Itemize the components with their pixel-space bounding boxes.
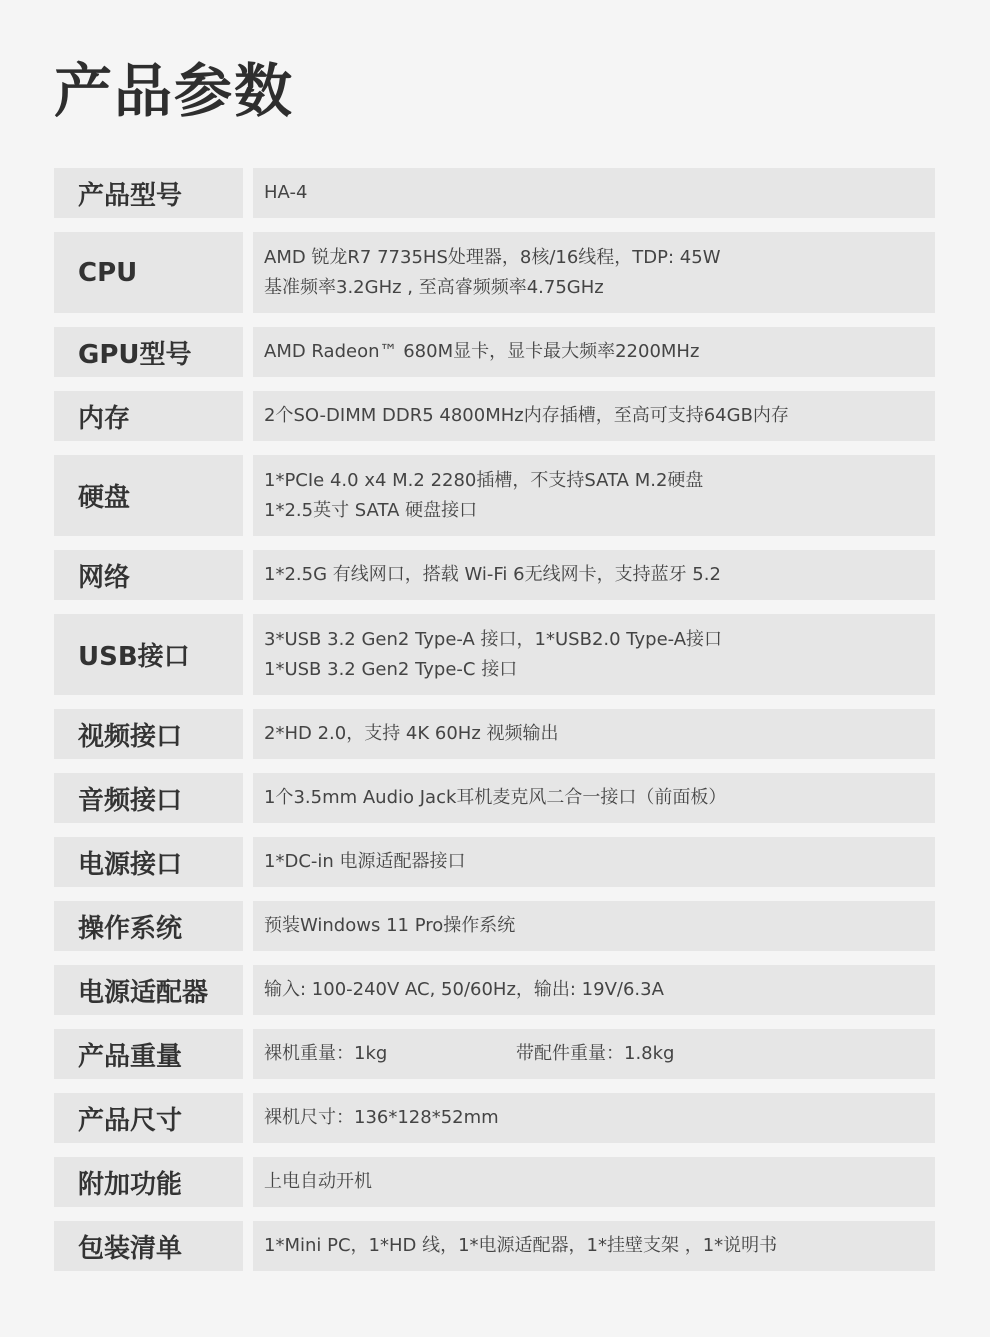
spec-row (54, 327, 935, 377)
spec-value-line: 1*Mini PC，1*HD 线，1*电源适配器，1*挂壁支架 ，1*说明书 (264, 1235, 778, 1256)
spec-label: 视频接口 (54, 709, 243, 759)
spec-row (54, 773, 935, 823)
spec-label: 产品重量 (54, 1029, 243, 1079)
spec-label: 内存 (54, 391, 243, 441)
spec-row (54, 455, 935, 536)
spec-row (54, 1029, 935, 1079)
spec-value (253, 614, 935, 695)
spec-value (253, 1029, 935, 1079)
spec-value-item: 裸机重量：1kg (264, 1043, 388, 1064)
spec-value-line: 裸机尺寸：136*128*52mm (264, 1107, 499, 1128)
spec-label: 音频接口 (54, 773, 243, 823)
spec-value (253, 391, 935, 441)
spec-value (253, 550, 935, 600)
spec-value-line: 1*DC-in 电源适配器接口 (264, 851, 466, 872)
spec-value (253, 709, 935, 759)
spec-value-pair (264, 1039, 935, 1069)
spec-label: 包装清单 (54, 1221, 243, 1271)
spec-label: GPU型号 (54, 327, 243, 377)
spec-value-line: 2*HD 2.0，支持 4K 60Hz 视频输出 (264, 723, 559, 744)
spec-label: CPU (54, 232, 243, 313)
spec-value (253, 965, 935, 1015)
spec-value-line: 2个SO-DIMM DDR5 4800MHz内存插槽，至高可支持64GB内存 (264, 405, 789, 426)
spec-label: 操作系统 (54, 901, 243, 951)
spec-value-line: 1*2.5G 有线网口，搭载 Wi-Fi 6无线网卡，支持蓝牙 5.2 (264, 564, 721, 585)
spec-value-line: 基准频率3.2GHz , 至高睿频频率4.75GHz (264, 276, 604, 298)
spec-value-line: 1*PCIe 4.0 x4 M.2 2280插槽，不支持SATA M.2硬盘 (264, 469, 704, 491)
spec-value (253, 1093, 935, 1143)
spec-value (253, 1221, 935, 1271)
spec-table (54, 168, 935, 1285)
spec-label: 附加功能 (54, 1157, 243, 1207)
spec-value-line: 上电自动开机 (264, 1171, 372, 1192)
spec-row (54, 1157, 935, 1207)
spec-row (54, 1093, 935, 1143)
spec-row (54, 1221, 935, 1271)
spec-value (253, 232, 935, 313)
spec-label: 硬盘 (54, 455, 243, 536)
spec-row (54, 168, 935, 218)
spec-value-line: 1*USB 3.2 Gen2 Type-C 接口 (264, 658, 518, 680)
spec-value (253, 168, 935, 218)
spec-value-item: 带配件重量：1.8kg (516, 1043, 675, 1064)
spec-value-line: 输入: 100-240V AC, 50/60Hz，输出: 19V/6.3A (264, 979, 664, 1000)
spec-value (253, 901, 935, 951)
spec-row (54, 837, 935, 887)
spec-label: 产品型号 (54, 168, 243, 218)
spec-row (54, 391, 935, 441)
spec-label: 电源适配器 (54, 965, 243, 1015)
spec-row (54, 709, 935, 759)
spec-value-line: 3*USB 3.2 Gen2 Type-A 接口，1*USB2.0 Type-A接口 (264, 628, 723, 650)
spec-row (54, 901, 935, 951)
spec-value-line: AMD Radeon™ 680M显卡，显卡最大频率2200MHz (264, 341, 700, 362)
spec-value-line: 预装Windows 11 Pro操作系统 (264, 915, 516, 936)
spec-value (253, 837, 935, 887)
spec-value-line: 1*2.5英寸 SATA 硬盘接口 (264, 499, 478, 521)
page-title: 产品参数 (54, 57, 295, 125)
spec-label: 电源接口 (54, 837, 243, 887)
spec-value (253, 455, 935, 536)
spec-row (54, 965, 935, 1015)
spec-value (253, 773, 935, 823)
spec-row (54, 232, 935, 313)
spec-row (54, 614, 935, 695)
spec-value (253, 327, 935, 377)
spec-label: 网络 (54, 550, 243, 600)
spec-value (253, 1157, 935, 1207)
spec-value-line: HA-4 (264, 182, 308, 203)
spec-row (54, 550, 935, 600)
spec-label: 产品尺寸 (54, 1093, 243, 1143)
spec-value-line: AMD 锐龙R7 7735HS处理器，8核/16线程，TDP: 45W (264, 246, 721, 268)
spec-label: USB接口 (54, 614, 243, 695)
spec-value-line: 1个3.5mm Audio Jack耳机麦克风二合一接口（前面板） (264, 787, 727, 808)
